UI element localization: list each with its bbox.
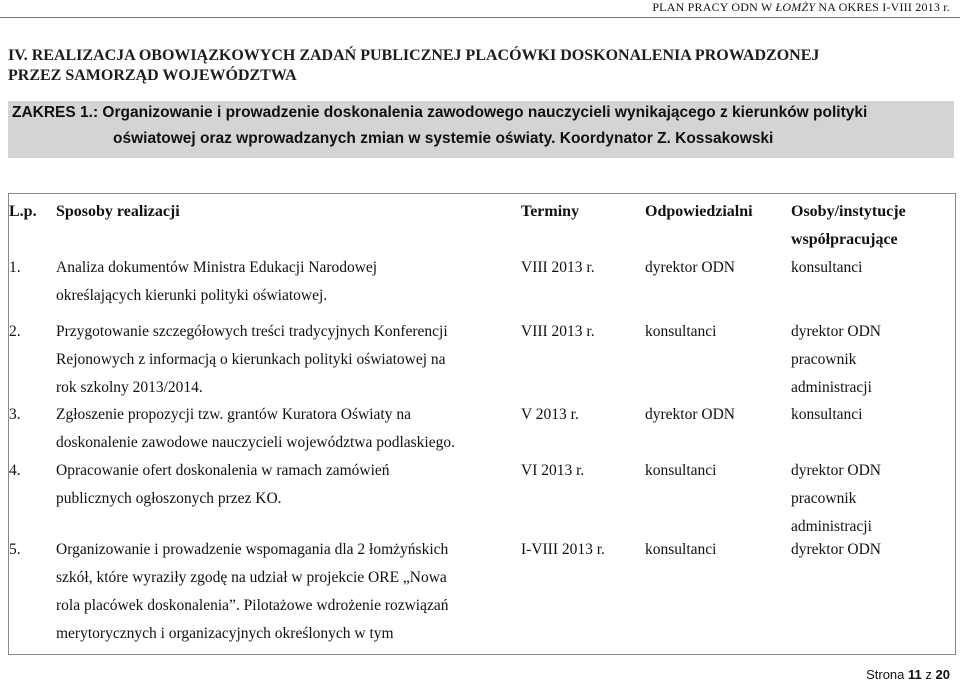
header-no: L.p.	[9, 203, 37, 220]
footer-page-number: 11	[908, 667, 922, 682]
section-title-line-1: IV. REALIZACJA OBOWIĄZKOWYCH ZADAŃ PUBLICZNEJ PLACÓWKI DOSKONALENIA PROWADZONEJ	[8, 47, 820, 64]
row-3-resp: dyrektor ODN	[645, 406, 735, 423]
footer-of: z	[925, 667, 932, 682]
header-term: Terminy	[521, 203, 580, 220]
row-2-coop-line: dyrektor ODN	[791, 323, 881, 340]
row-4-coop-line: administracji	[791, 518, 872, 535]
header-coop-line-1: Osoby/instytucje	[791, 203, 906, 220]
row-4-no: 4.	[9, 462, 21, 479]
row-3-desc-line: Zgłoszenie propozycji tzw. grantów Kuratora Oświaty na	[56, 406, 411, 423]
header-rule	[0, 17, 960, 18]
section-title-line-2: PRZEZ SAMORZĄD WOJEWÓDZTWA	[8, 67, 297, 84]
header-desc: Sposoby realizacji	[56, 203, 180, 220]
footer-page-total: 20	[935, 667, 950, 682]
row-1-resp: dyrektor ODN	[645, 259, 735, 276]
running-header-prefix: PLAN PRACY ODN W	[652, 0, 773, 14]
row-3-term: V 2013 r.	[521, 406, 579, 423]
row-3-coop-line: konsultanci	[791, 406, 863, 423]
row-4-desc-line: Opracowanie ofert doskonalenia w ramach zamówień	[56, 462, 390, 479]
row-4-term: VI 2013 r.	[521, 462, 585, 479]
row-5-no: 5.	[9, 541, 21, 558]
page-footer	[866, 667, 950, 682]
row-2-desc-line: rok szkolny 2013/2014.	[56, 379, 203, 396]
section-title	[8, 46, 938, 86]
row-2-coop-line: pracownik	[791, 351, 857, 368]
row-1-desc-line: określających kierunki polityki oświatowej.	[56, 287, 328, 304]
row-4-coop-line: dyrektor ODN	[791, 462, 881, 479]
row-5-desc-line: Organizowanie i prowadzenie wspomagania dla 2 łomżyńskich	[56, 541, 449, 558]
row-4-coop-line: pracownik	[791, 490, 857, 507]
row-2-desc-line: Przygotowanie szczegółowych treści tradycyjnych Konferencji	[56, 323, 448, 340]
row-2-resp: konsultanci	[645, 323, 717, 340]
task-heading-line-2: oświatowej oraz wprowadzanych zmian w systemie oświaty. Koordynator Z. Kossakowski	[113, 130, 774, 147]
row-3-no: 3.	[9, 406, 21, 423]
running-header	[652, 0, 950, 15]
row-1-desc-line: Analiza dokumentów Ministra Edukacji Narodowej	[56, 259, 378, 276]
header-resp: Odpowiedzialni	[645, 203, 753, 220]
running-header-place: ŁOMŻY	[775, 0, 816, 14]
row-5-coop-line: dyrektor ODN	[791, 541, 881, 558]
header-coop-line-2: współpracujące	[791, 231, 898, 248]
row-4-resp: konsultanci	[645, 462, 717, 479]
row-4-desc-line: publicznych ogłoszonych przez KO.	[56, 490, 282, 507]
plan-table	[8, 193, 956, 655]
row-5-desc-line: merytorycznych i organizacyjnych określonych w tym	[56, 625, 394, 642]
footer-label: Strona	[866, 667, 905, 682]
row-1-no: 1.	[9, 259, 21, 276]
row-1-coop-line: konsultanci	[791, 259, 863, 276]
running-header-suffix: NA OKRES I-VIII 2013 r.	[818, 0, 950, 14]
row-1-term: VIII 2013 r.	[521, 259, 595, 276]
row-3-desc-line: doskonalenie zawodowe nauczycieli województwa podlaskiego.	[56, 434, 455, 451]
task-heading-line-1: ZAKRES 1.: Organizowanie i prowadzenie doskonalenia zawodowego nauczycieli wynikającego z kierunków polityki	[12, 104, 868, 121]
row-5-term: I-VIII 2013 r.	[521, 541, 605, 558]
row-2-desc-line: Rejonowych z informacją o kierunkach polityki oświatowej na	[56, 351, 446, 368]
row-2-coop-line: administracji	[791, 379, 872, 396]
row-5-desc-line: rola placówek doskonalenia”. Pilotażowe wdrożenie rozwiązań	[56, 597, 449, 614]
row-2-term: VIII 2013 r.	[521, 323, 595, 340]
row-5-desc-line: szkół, które wyraziły zgodę na udział w projekcie ORE „Nowa	[56, 569, 447, 586]
row-2-no: 2.	[9, 323, 21, 340]
row-5-resp: konsultanci	[645, 541, 717, 558]
task-heading-box	[8, 101, 954, 158]
